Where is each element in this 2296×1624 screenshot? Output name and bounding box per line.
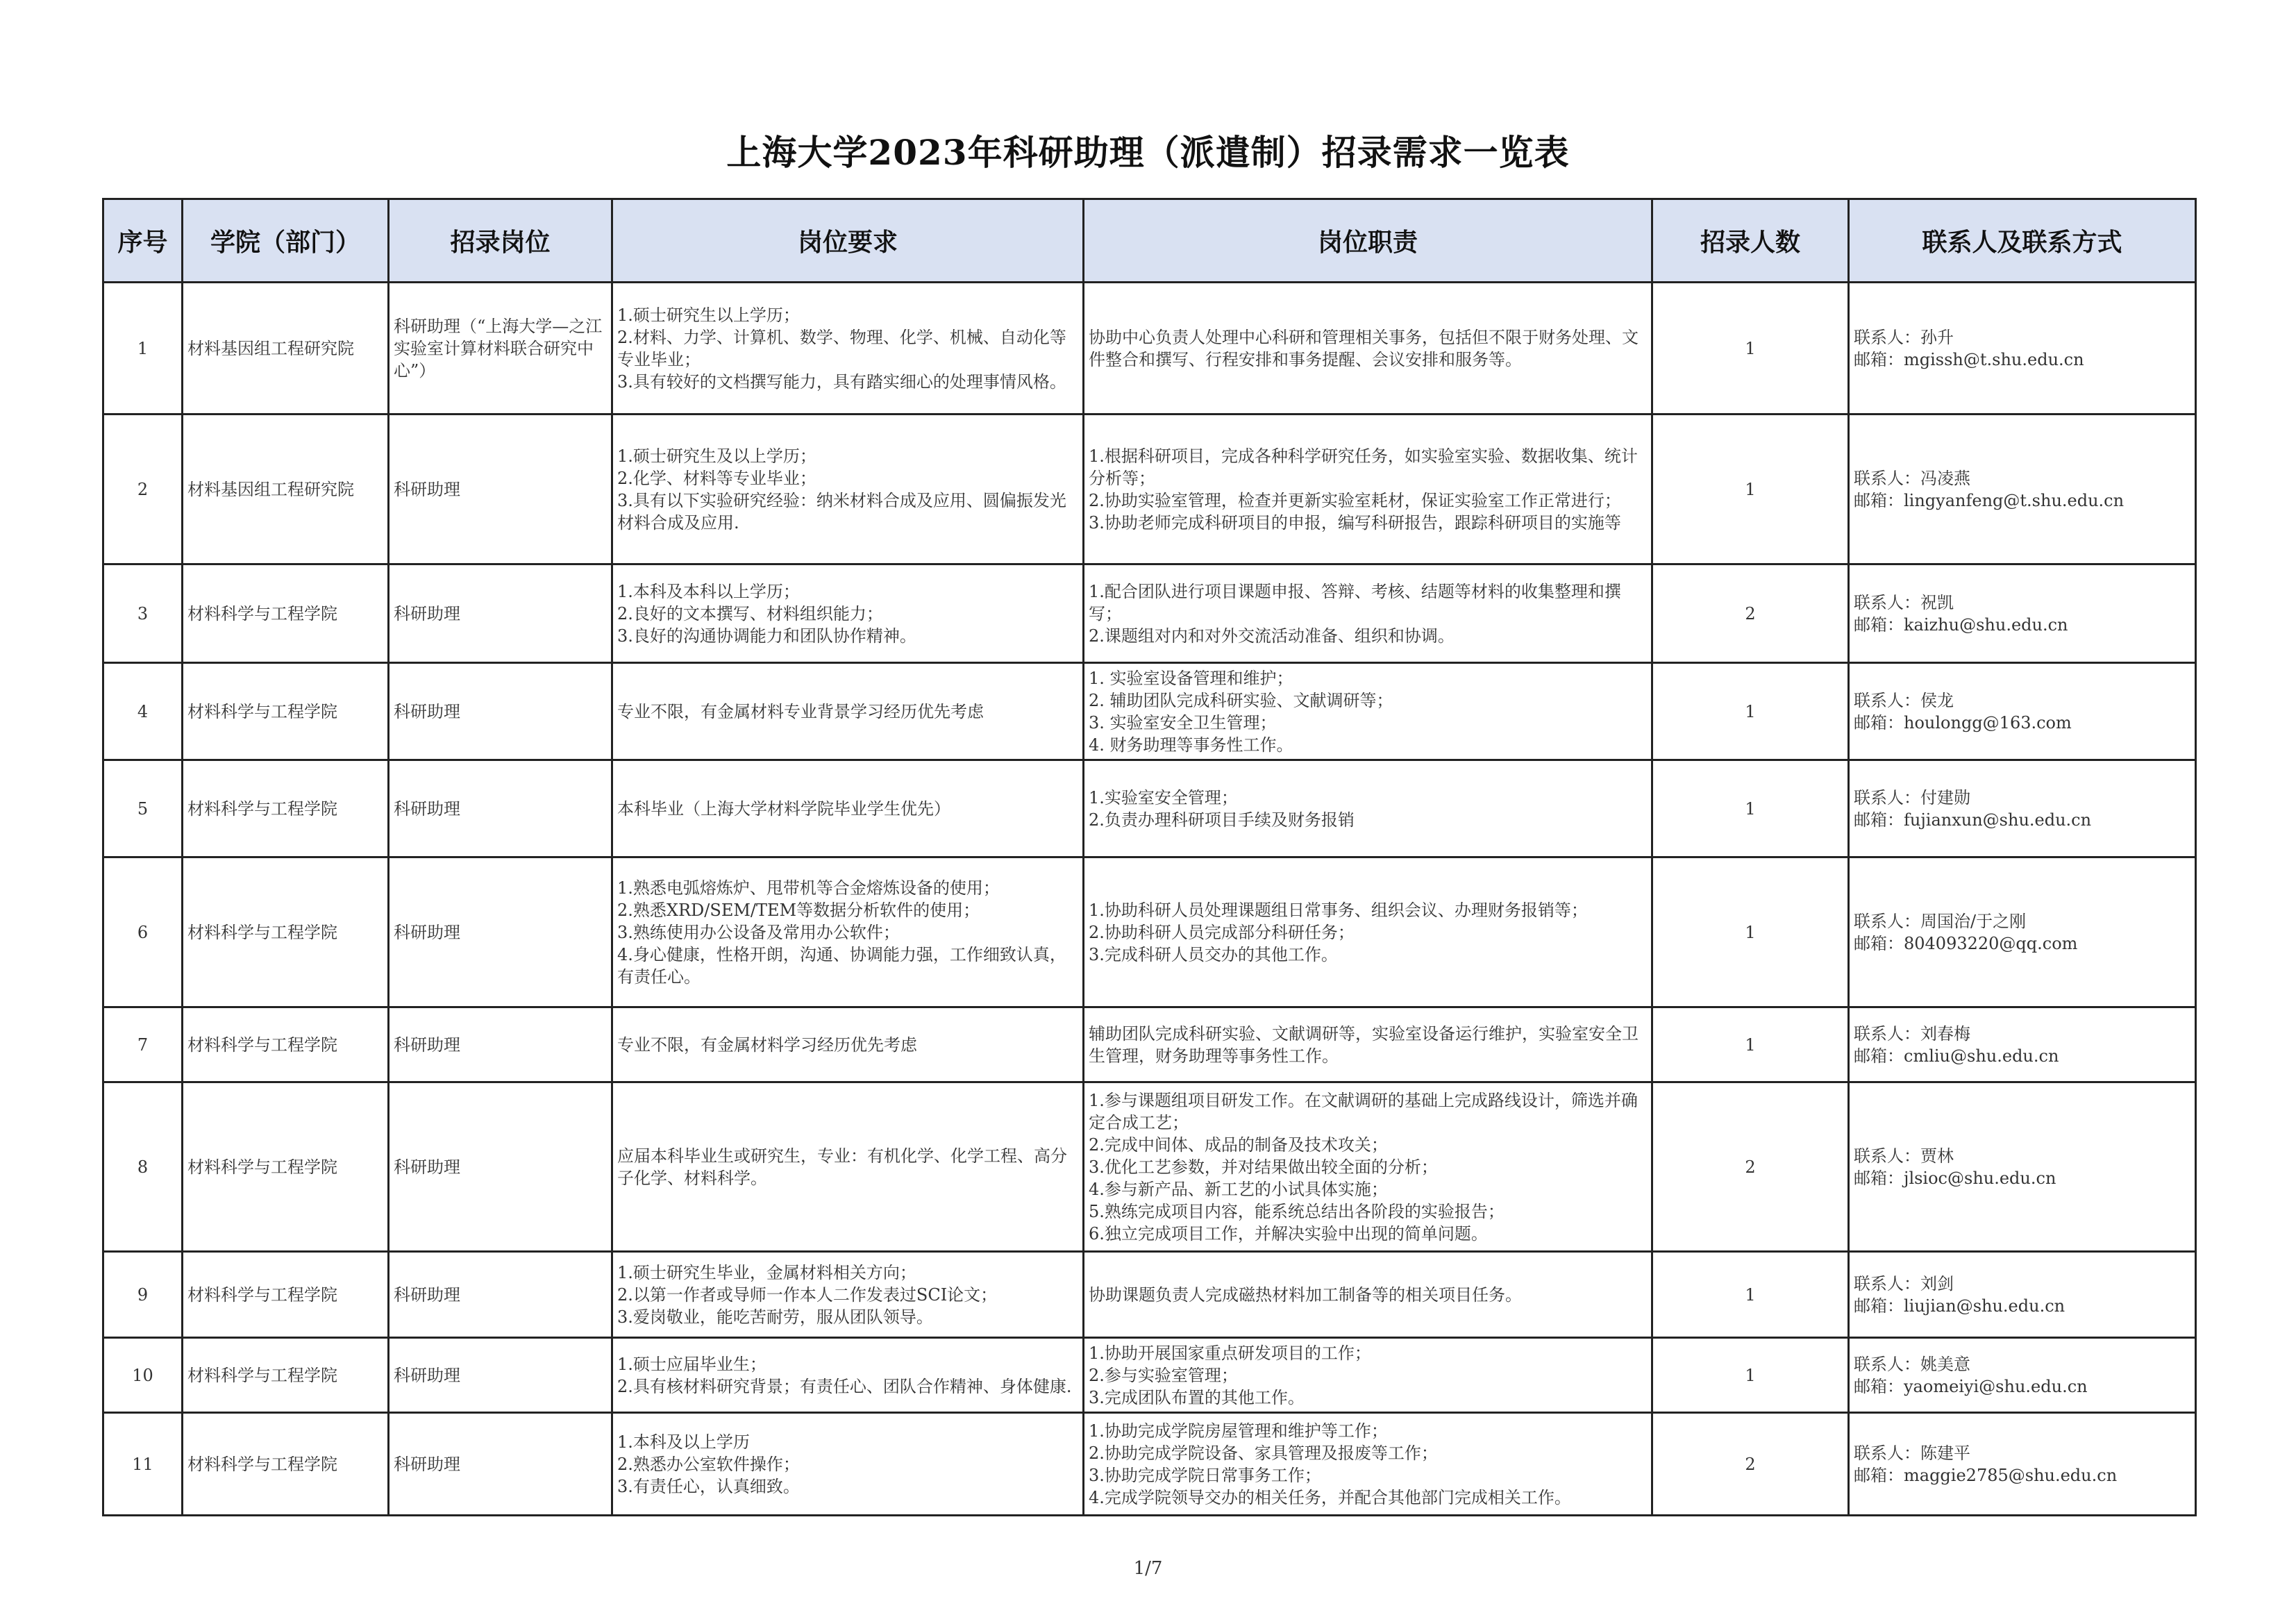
cell-position: 科研助理 — [389, 564, 612, 663]
cell-requirements — [612, 663, 1084, 760]
cell-no: 2 — [103, 415, 183, 564]
contact-email: 邮箱：yaomeiyi@shu.edu.cn — [1854, 1376, 2088, 1396]
cell-college: 材料基因组工程研究院 — [183, 283, 389, 415]
cell-requirements-line: 1.本科及以上学历 — [617, 1432, 750, 1452]
cell-contact — [1849, 1413, 2196, 1516]
cell-duties — [1084, 1338, 1652, 1413]
cell-requirements — [612, 857, 1084, 1007]
cell-position: 科研助理 — [389, 1413, 612, 1516]
cell-college: 材料科学与工程学院 — [183, 1413, 389, 1516]
cell-no: 8 — [103, 1082, 183, 1252]
cell-position: 科研助理 — [389, 1252, 612, 1338]
cell-requirements — [612, 564, 1084, 663]
table-row — [103, 1338, 2196, 1413]
contact-person: 联系人：付建勋 — [1854, 787, 1970, 807]
cell-requirements-line: 3.爱岗敬业，能吃苦耐劳，服从团队领导。 — [617, 1307, 933, 1327]
header-row — [103, 199, 2196, 283]
cell-position: 科研助理 — [389, 857, 612, 1007]
cell-count: 1 — [1652, 760, 1849, 857]
recruitment-table — [102, 198, 2197, 1516]
contact-email: 邮箱：804093220@qq.com — [1854, 933, 2078, 953]
table-row — [103, 283, 2196, 415]
cell-requirements-line: 1.硕士研究生以上学历； — [617, 305, 800, 325]
cell-contact — [1849, 1082, 2196, 1252]
cell-duties-line: 2.协助完成学院设备、家具管理及报废等工作； — [1089, 1443, 1438, 1463]
table-row — [103, 857, 2196, 1007]
cell-contact — [1849, 283, 2196, 415]
cell-count: 1 — [1652, 663, 1849, 760]
table-body — [103, 283, 2196, 1516]
cell-requirements-line: 1.熟悉电弧熔炼炉、甩带机等合金熔炼设备的使用； — [617, 878, 1000, 898]
cell-requirements-line: 3.具有以下实验研究经验：纳米材料合成及应用、圆偏振发光材料合成及应用. — [617, 490, 1066, 533]
cell-requirements-line: 1.硕士应届毕业生； — [617, 1354, 766, 1374]
cell-duties-line: 4.参与新产品、新工艺的小试具体实施； — [1089, 1179, 1388, 1199]
cell-requirements-line: 2.熟悉办公室软件操作； — [617, 1454, 800, 1474]
cell-requirements — [612, 760, 1084, 857]
cell-duties — [1084, 760, 1652, 857]
cell-position: 科研助理 — [389, 760, 612, 857]
col-header-count: 招录人数 — [1652, 199, 1849, 283]
cell-contact — [1849, 663, 2196, 760]
cell-contact — [1849, 760, 2196, 857]
cell-count: 1 — [1652, 857, 1849, 1007]
cell-duties — [1084, 415, 1652, 564]
cell-count: 2 — [1652, 1413, 1849, 1516]
contact-person: 联系人：祝凯 — [1854, 592, 1954, 612]
cell-no: 9 — [103, 1252, 183, 1338]
cell-requirements-line: 2.良好的文本撰写、材料组织能力； — [617, 603, 883, 623]
cell-duties — [1084, 564, 1652, 663]
contact-email: 邮箱：jlsioc@shu.edu.cn — [1854, 1168, 2056, 1188]
cell-count: 1 — [1652, 1252, 1849, 1338]
page-title: 上海大学2023年科研助理（派遣制）招录需求一览表 — [726, 132, 1570, 173]
cell-college: 材料基因组工程研究院 — [183, 415, 389, 564]
table-row — [103, 564, 2196, 663]
contact-email: 邮箱：maggie2785@shu.edu.cn — [1854, 1465, 2118, 1485]
cell-requirements-line: 2.熟悉XRD/SEM/TEM等数据分析软件的使用； — [617, 900, 980, 920]
cell-duties-line: 3.优化工艺参数，并对结果做出较全面的分析； — [1089, 1157, 1438, 1177]
page-number: 1/7 — [1133, 1558, 1163, 1579]
table-row — [103, 663, 2196, 760]
cell-count: 1 — [1652, 1007, 1849, 1082]
cell-requirements — [612, 283, 1084, 415]
cell-no: 11 — [103, 1413, 183, 1516]
cell-duties-line: 2.协助实验室管理，检查并更新实验室耗材，保证实验室工作正常进行； — [1089, 490, 1621, 510]
cell-college: 材料科学与工程学院 — [183, 1082, 389, 1252]
cell-duties — [1084, 1082, 1652, 1252]
cell-position: 科研助理 — [389, 1082, 612, 1252]
cell-requirements-line: 1.硕士研究生毕业，金属材料相关方向； — [617, 1262, 916, 1282]
col-header-college: 学院（部门） — [183, 199, 389, 283]
cell-duties-line: 3.完成科研人员交办的其他工作。 — [1089, 944, 1338, 964]
cell-duties-line: 4. 财务助理等事务性工作。 — [1089, 735, 1293, 755]
cell-requirements-line: 2.具有核材料研究背景；有责任心、团队合作精神、身体健康. — [617, 1376, 1072, 1396]
cell-requirements-line: 2.以第一作者或导师一作本人二作发表过SCI论文； — [617, 1284, 998, 1305]
contact-person: 联系人：姚美意 — [1854, 1354, 1970, 1374]
table-row — [103, 1007, 2196, 1082]
table-row — [103, 1252, 2196, 1338]
cell-duties — [1084, 857, 1652, 1007]
cell-requirements-line: 3.具有较好的文档撰写能力，具有踏实细心的处理事情风格。 — [617, 371, 1066, 392]
cell-requirements-line: 本科毕业（上海大学材料学院毕业学生优先） — [617, 798, 950, 819]
cell-contact — [1849, 415, 2196, 564]
cell-duties-line: 4.完成学院领导交办的相关任务，并配合其他部门完成相关工作。 — [1089, 1487, 1571, 1507]
cell-count: 1 — [1652, 415, 1849, 564]
cell-no: 10 — [103, 1338, 183, 1413]
cell-duties-line: 3.完成团队布置的其他工作。 — [1089, 1387, 1305, 1407]
cell-duties-line: 3.协助完成学院日常事务工作； — [1089, 1465, 1321, 1485]
cell-position: 科研助理 — [389, 663, 612, 760]
cell-position: 科研助理（“上海大学—之江实验室计算材料联合研究中心”） — [389, 283, 612, 415]
contact-person: 联系人：周国治/于之刚 — [1854, 911, 2027, 931]
cell-requirements-line: 3.熟练使用办公设备及常用办公软件； — [617, 922, 900, 942]
col-header-duties: 岗位职责 — [1084, 199, 1652, 283]
cell-duties-line: 2. 辅助团队完成科研实验、文献调研等； — [1089, 690, 1393, 710]
table-row — [103, 1413, 2196, 1516]
cell-requirements-line: 3.有责任心，认真细致。 — [617, 1476, 800, 1496]
contact-email: 邮箱：fujianxun@shu.edu.cn — [1854, 810, 2092, 830]
cell-requirements-line: 2.化学、材料等专业毕业； — [617, 468, 816, 488]
cell-duties-line: 1.协助科研人员处理课题组日常事务、组织会议、办理财务报销等； — [1089, 900, 1588, 920]
contact-person: 联系人：陈建平 — [1854, 1443, 1970, 1463]
col-header-position: 招录岗位 — [389, 199, 612, 283]
cell-count: 2 — [1652, 564, 1849, 663]
contact-email: 邮箱：houlongg@163.com — [1854, 712, 2072, 733]
contact-email: 邮箱：cmliu@shu.edu.cn — [1854, 1046, 2059, 1066]
cell-contact — [1849, 1338, 2196, 1413]
cell-requirements-line: 1.本科及本科以上学历； — [617, 581, 800, 601]
col-header-no: 序号 — [103, 199, 183, 283]
cell-duties — [1084, 283, 1652, 415]
cell-duties — [1084, 1252, 1652, 1338]
cell-duties-line: 2.协助科研人员完成部分科研任务； — [1089, 922, 1355, 942]
cell-no: 7 — [103, 1007, 183, 1082]
cell-position: 科研助理 — [389, 1007, 612, 1082]
cell-requirements — [612, 1252, 1084, 1338]
contact-person: 联系人：冯凌燕 — [1854, 468, 1970, 488]
cell-position: 科研助理 — [389, 1338, 612, 1413]
cell-college: 材料科学与工程学院 — [183, 857, 389, 1007]
cell-requirements — [612, 1082, 1084, 1252]
col-header-contact: 联系人及联系方式 — [1849, 199, 2196, 283]
cell-duties-line: 2.课题组对内和对外交流活动准备、组织和协调。 — [1089, 626, 1455, 646]
cell-duties — [1084, 663, 1652, 760]
cell-college: 材料科学与工程学院 — [183, 760, 389, 857]
cell-duties-line: 1.协助开展国家重点研发项目的工作； — [1089, 1343, 1371, 1363]
cell-contact — [1849, 1252, 2196, 1338]
cell-contact — [1849, 1007, 2196, 1082]
cell-duties-line: 3.协助老师完成科研项目的申报，编写科研报告，跟踪科研项目的实施等 — [1089, 512, 1621, 533]
cell-count: 1 — [1652, 283, 1849, 415]
cell-duties-line: 5.熟练完成项目内容，能系统总结出各阶段的实验报告； — [1089, 1201, 1505, 1221]
cell-duties-line: 1. 实验室设备管理和维护； — [1089, 668, 1293, 688]
cell-count: 2 — [1652, 1082, 1849, 1252]
cell-requirements — [612, 1338, 1084, 1413]
cell-no: 1 — [103, 283, 183, 415]
cell-duties-line: 2.参与实验室管理； — [1089, 1365, 1238, 1385]
contact-email: 邮箱：mgissh@t.shu.edu.cn — [1854, 349, 2084, 369]
cell-contact — [1849, 857, 2196, 1007]
cell-no: 6 — [103, 857, 183, 1007]
cell-requirements-line: 2.材料、力学、计算机、数学、物理、化学、机械、自动化等专业毕业； — [617, 327, 1066, 369]
cell-duties-line: 1.参与课题组项目研发工作。在文献调研的基础上完成路线设计，筛选并确定合成工艺； — [1089, 1090, 1638, 1132]
contact-email: 邮箱：lingyanfeng@t.shu.edu.cn — [1854, 490, 2125, 510]
cell-college: 材料科学与工程学院 — [183, 663, 389, 760]
cell-contact — [1849, 564, 2196, 663]
cell-duties-line: 协助课题负责人完成磁热材料加工制备等的相关项目任务。 — [1089, 1284, 1522, 1305]
contact-person: 联系人：贾林 — [1854, 1146, 1954, 1166]
table-row — [103, 1082, 2196, 1252]
cell-requirements-line: 4.身心健康，性格开朗，沟通、协调能力强，工作细致认真，有责任心。 — [617, 944, 1066, 987]
contact-person: 联系人：刘春梅 — [1854, 1023, 1970, 1044]
cell-duties-line: 2.负责办理科研项目手续及财务报销 — [1089, 810, 1355, 830]
contact-person: 联系人：侯龙 — [1854, 690, 1954, 710]
cell-college: 材料科学与工程学院 — [183, 1252, 389, 1338]
cell-requirements — [612, 415, 1084, 564]
cell-duties-line: 2.完成中间体、成品的制备及技术攻关； — [1089, 1135, 1388, 1155]
cell-duties-line: 1.根据科研项目，完成各种科学研究任务，如实验室实验、数据收集、统计分析等； — [1089, 446, 1638, 488]
cell-requirements-line: 1.硕士研究生及以上学历； — [617, 446, 816, 466]
cell-duties-line: 3. 实验室安全卫生管理； — [1089, 712, 1277, 733]
contact-email: 邮箱：kaizhu@shu.edu.cn — [1854, 614, 2068, 635]
cell-duties-line: 6.独立完成项目工作，并解决实验中出现的简单问题。 — [1089, 1223, 1488, 1244]
cell-requirements — [612, 1413, 1084, 1516]
cell-requirements-line: 专业不限，有金属材料专业背景学习经历优先考虑 — [617, 701, 984, 721]
contact-email: 邮箱：liujian@shu.edu.cn — [1854, 1296, 2065, 1316]
cell-position: 科研助理 — [389, 415, 612, 564]
cell-no: 4 — [103, 663, 183, 760]
cell-requirements-line: 专业不限，有金属材料学习经历优先考虑 — [617, 1035, 917, 1055]
cell-duties-line: 协助中心负责人处理中心科研和管理相关事务，包括但不限于财务处理、文件整合和撰写、行程安排和事务提醒、会议安排和服务等。 — [1089, 327, 1639, 369]
contact-person: 联系人：孙升 — [1854, 327, 1954, 347]
cell-requirements — [612, 1007, 1084, 1082]
cell-requirements-line: 应届本科毕业生或研究生，专业：有机化学、化学工程、高分子化学、材料科学。 — [617, 1146, 1067, 1188]
cell-duties-line: 1.实验室安全管理； — [1089, 787, 1238, 807]
col-header-requirements: 岗位要求 — [612, 199, 1084, 283]
cell-college: 材料科学与工程学院 — [183, 1007, 389, 1082]
cell-duties-line: 1.配合团队进行项目课题申报、答辩、考核、结题等材料的收集整理和撰写； — [1089, 581, 1621, 623]
cell-duties — [1084, 1413, 1652, 1516]
cell-college: 材料科学与工程学院 — [183, 1338, 389, 1413]
table-row — [103, 415, 2196, 564]
cell-duties-line: 辅助团队完成科研实验、文献调研等，实验室设备运行维护，实验室安全卫生管理，财务助理等事务性工作。 — [1089, 1023, 1639, 1066]
cell-duties-line: 1.协助完成学院房屋管理和维护等工作； — [1089, 1421, 1388, 1441]
cell-no: 5 — [103, 760, 183, 857]
table-row — [103, 760, 2196, 857]
cell-count: 1 — [1652, 1338, 1849, 1413]
contact-person: 联系人：刘剑 — [1854, 1273, 1954, 1294]
cell-no: 3 — [103, 564, 183, 663]
cell-college: 材料科学与工程学院 — [183, 564, 389, 663]
cell-duties — [1084, 1007, 1652, 1082]
cell-requirements-line: 3.良好的沟通协调能力和团队协作精神。 — [617, 626, 916, 646]
